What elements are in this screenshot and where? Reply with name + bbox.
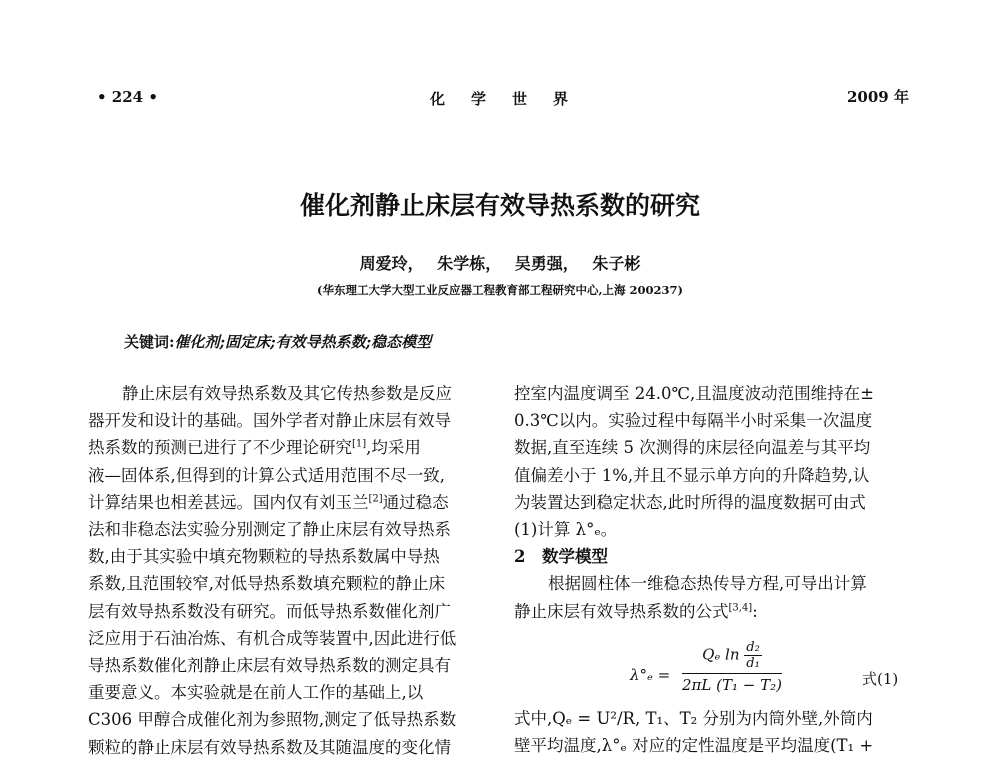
body-line: 泛应用于石油冶炼、有机合成等装置中,因此进行低 <box>88 628 457 648</box>
article-title: 催化剂静止床层有效导热系数的研究 <box>299 191 700 220</box>
body-line: 静止床层有效导热系数及其它传热参数是反应 <box>122 384 452 403</box>
body-line: 值偏差小于 1%,并且不显示单方向的升降趋势,认 <box>514 465 870 485</box>
body-line: 控室内温度调至 24.0℃,且温度波动范围维持在± <box>514 384 875 403</box>
equation-denominator: 2πL (T₁ − T₂) <box>682 676 782 694</box>
equation-1 <box>630 640 910 710</box>
equation-fraction <box>682 640 782 694</box>
author-affiliation: (华东理工大学大型工业反应器工程教育部工程研究中心,上海 200237) <box>317 283 683 297</box>
body-line: 器开发和设计的基础。国外学者对静止床层有效导 <box>88 411 451 431</box>
citation-ref[interactable]: [3,4] <box>728 602 753 614</box>
author-list: 周爱玲， 朱学栋， 吴勇强， 朱子彬 <box>359 254 641 273</box>
citation-ref[interactable]: [1] <box>352 438 367 450</box>
body-line: 导热系数催化剂静止床层有效导热系数的测定具有 <box>88 656 451 676</box>
body-line: 计算结果也相差甚远。国内仅有刘玉兰[2]通过稳态 <box>88 492 449 512</box>
keywords-label: 关键词: <box>124 333 175 351</box>
keywords-list: 催化剂;固定床;有效导热系数;稳态模型 <box>174 333 432 351</box>
body-line: 壁平均温度,λ°ₑ 对应的定性温度是平均温度(T₁ + <box>514 736 874 756</box>
body-line: 颗粒的静止床层有效导热系数及其随温度的变化情 <box>88 737 451 757</box>
body-line: 重要意义。本实验就是在前人工作的基础上,以 <box>88 683 424 703</box>
body-line: 式中,Qₑ = U²/R, T₁、T₂ 分别为内筒外壁,外筒内 <box>514 709 873 728</box>
body-line: 0.3℃以内。实验过程中每隔半小时采集一次温度 <box>514 411 873 431</box>
equation-lhs: λ°ₑ = <box>630 666 671 684</box>
body-line: 层有效导热系数没有研究。而低导热系数催化剂广 <box>88 601 451 621</box>
diameter-ratio: $\frac{\text{d₂}}{\text{d₁}}$ <box>746 640 760 671</box>
equation-label: 式(1) <box>862 670 899 688</box>
journal-name: 化学世界 <box>430 90 595 108</box>
body-line: C306 甲醇合成催化剂为参照物,测定了低导热系数 <box>88 710 457 730</box>
body-line: (1)计算 λ°ₑ。 <box>514 520 618 540</box>
body-line: 法和非稳态法实验分别测定了静止床层有效导热系 <box>88 520 451 540</box>
body-line: 热系数的预测已进行了不少理论研究[1],均采用 <box>88 438 421 458</box>
keywords-line <box>124 331 431 352</box>
right-column-continued <box>514 705 914 759</box>
body-line: 数据,直至连续 5 次测得的床层径向温差与其平均 <box>514 438 871 458</box>
section-heading: 2 数学模型 <box>514 547 608 567</box>
publication-year: 2009 年 <box>847 88 909 106</box>
equation-numerator: Qₑ ln $\frac{\text{d₂}}{\text{d₁}}$ <box>682 640 782 674</box>
page-number: • 224 • <box>97 88 158 106</box>
citation-ref[interactable]: [2] <box>368 493 383 505</box>
body-line: 液—固体系,但得到的计算公式适用范围不尽一致, <box>88 465 445 485</box>
body-line: 为装置达到稳定状态,此时所得的温度数据可由式 <box>514 492 866 512</box>
body-line: 静止床层有效导热系数的公式[3,4]: <box>514 601 758 621</box>
body-line: 系数,且范围较窄,对低导热系数填充颗粒的静止床 <box>88 574 445 594</box>
body-line: 数,由于其实验中填充物颗粒的导热系数属中导热 <box>88 547 440 567</box>
right-column <box>514 380 914 625</box>
left-column <box>88 380 490 761</box>
body-line: 根据圆柱体一维稳态热传导方程,可导出计算 <box>548 574 867 594</box>
